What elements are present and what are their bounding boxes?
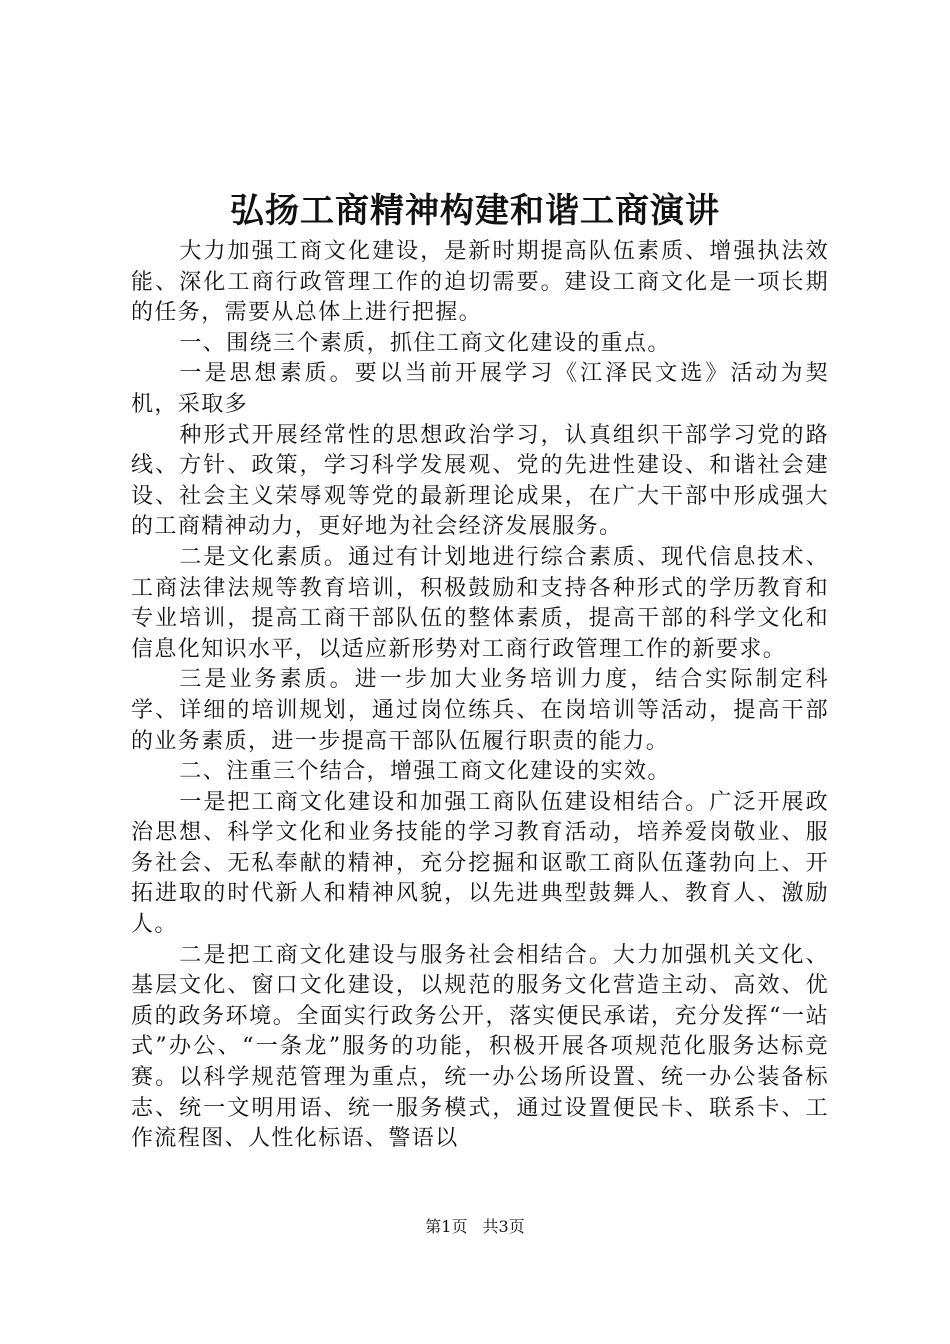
page-number: 第1页: [425, 1217, 468, 1236]
document-title: 弘扬工商精神构建和谐工商演讲: [230, 191, 720, 231]
paragraph: 大力加强工商文化建设，是新时期提高队伍素质、增强执法效能、深化工商行政管理工作的迫切需要。建设工商文化是一项长期的任务，需要从总体上进行把握。: [131, 239, 829, 326]
paragraph: 二是把工商文化建设与服务社会相结合。大力加强机关文化、基层文化、窗口文化建设，以规范的服务文化营造主动、高效、优质的政务环境。全面实行政务公开，落实便民承诺，充分发挥“一站式”办公、“一条龙”服务的功能，积极开展各项规范化服务达标竞赛。以科学规范管理为重点，统一办公场所设置、统一办公装备标志、统一文明用语、统一服务模式，通过设置便民卡、联系卡、工作流程图、人性化标语、警语以: [131, 942, 829, 1152]
page-footer: [0, 1216, 950, 1238]
page-total: 共3页: [482, 1217, 525, 1236]
section-heading: 二、注重三个结合，增强工商文化建设的实效。: [179, 759, 671, 785]
paragraph: 一是思想素质。要以当前开展学习《江泽民文选》活动为契机，采取多: [131, 361, 829, 417]
section-heading: 一、围绕三个素质，抓住工商文化建设的重点。: [179, 330, 671, 356]
paragraph: 一是把工商文化建设和加强工商队伍建设相结合。广泛开展政治思想、科学文化和业务技能的学习教育活动，培养爱岗敬业、服务社会、无私奉献的精神，充分挖掘和讴歌工商队伍蓬勃向上、开拓进取的时代新人和精神风貌，以先进典型鼓舞人、教育人、激励人。: [131, 789, 829, 938]
paragraph: 三是业务素质。进一步加大业务培训力度，结合实际制定科学、详细的培训规划，通过岗位练兵、在岗培训等活动，提高干部的业务素质，进一步提高干部队伍履行职责的能力。: [131, 667, 829, 754]
paragraph: 二是文化素质。通过有计划地进行综合素质、现代信息技术、工商法律法规等教育培训，积极鼓励和支持各种形式的学历教育和专业培训，提高工商干部队伍的整体素质，提高干部的科学文化和信息化知识水平，以适应新形势对工商行政管理工作的新要求。: [131, 544, 829, 662]
document-body: [131, 237, 829, 1155]
paragraph: 种形式开展经常性的思想政治学习，认真组织干部学习党的路线、方针、政策，学习科学发展观、党的先进性建设、和谐社会建设、社会主义荣辱观等党的最新理论成果，在广大干部中形成强大的工商精神动力，更好地为社会经济发展服务。: [131, 422, 829, 540]
